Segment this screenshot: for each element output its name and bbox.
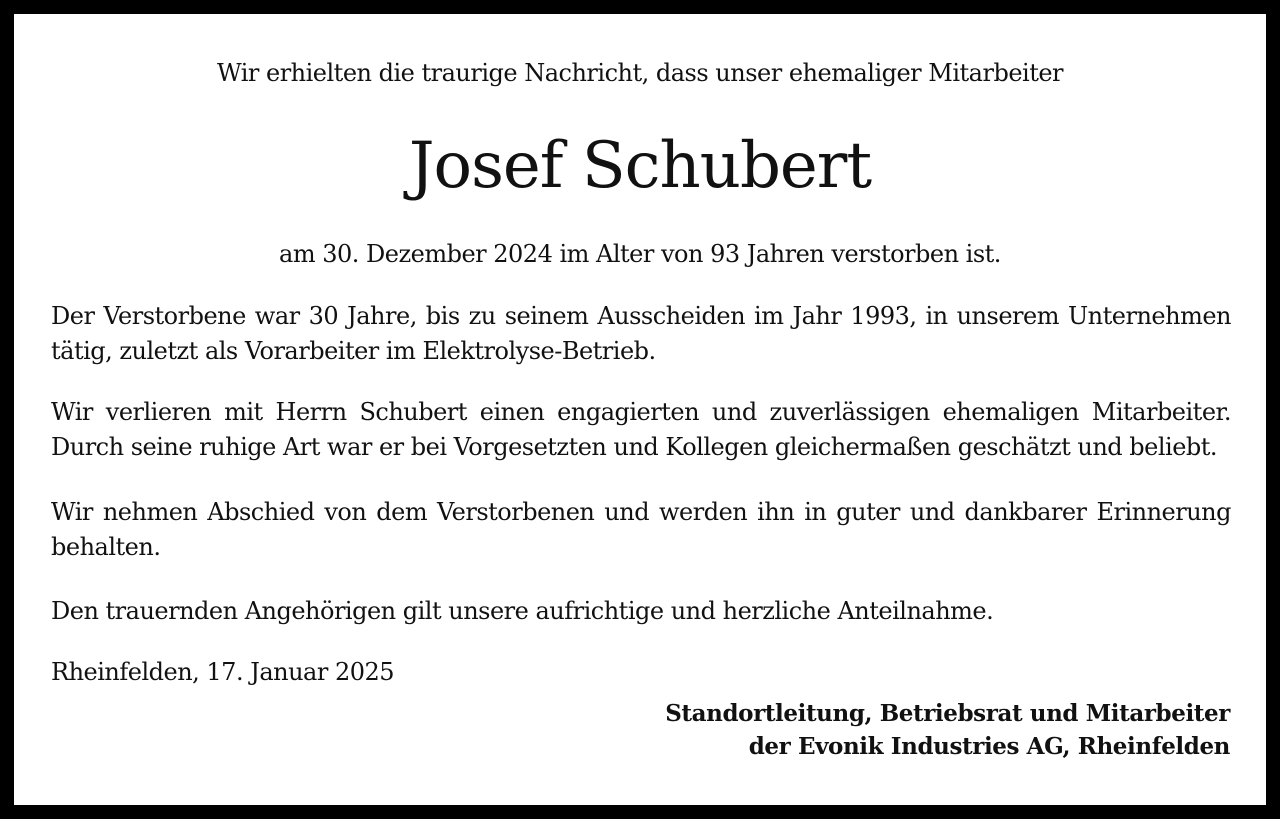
condolence-paragraph: Den trauernden Angehörigen gilt unsere aufrichtige und herzliche Anteilnahme. bbox=[51, 597, 994, 625]
intro-text: Wir erhielten die traurige Nachricht, dass unser ehemaliger Mitarbeiter bbox=[216, 59, 1064, 87]
signature-line-1: Standortleitung, Betriebsrat und Mitarbeiter bbox=[665, 700, 1230, 727]
place-and-date: Rheinfelden, 17. Januar 2025 bbox=[51, 658, 395, 686]
deceased-name: Josef Schubert bbox=[408, 129, 872, 203]
signature-line-2: der Evonik Industries AG, Rheinfelden bbox=[748, 733, 1230, 760]
signature-block bbox=[665, 697, 1230, 763]
career-paragraph: Der Verstorbene war 30 Jahre, bis zu seinem Ausscheiden im Jahr 1993, in unserem Unternehmen tätig, zuletzt als Vorarbeiter im Elektrolyse-Betrieb. bbox=[51, 302, 1231, 365]
farewell-paragraph: Wir nehmen Abschied von dem Verstorbenen und werden ihn in guter und dankbarer Erinnerung behalten. bbox=[51, 498, 1231, 561]
death-date-line: am 30. Dezember 2024 im Alter von 93 Jahren verstorben ist. bbox=[279, 240, 1001, 268]
tribute-paragraph: Wir verlieren mit Herrn Schubert einen engagierten und zuverlässigen ehemaligen Mitarbeiter. Durch seine ruhige Art war er bei Vorgesetzten und Kollegen gleichermaßen geschätzt und beliebt. bbox=[51, 398, 1231, 461]
